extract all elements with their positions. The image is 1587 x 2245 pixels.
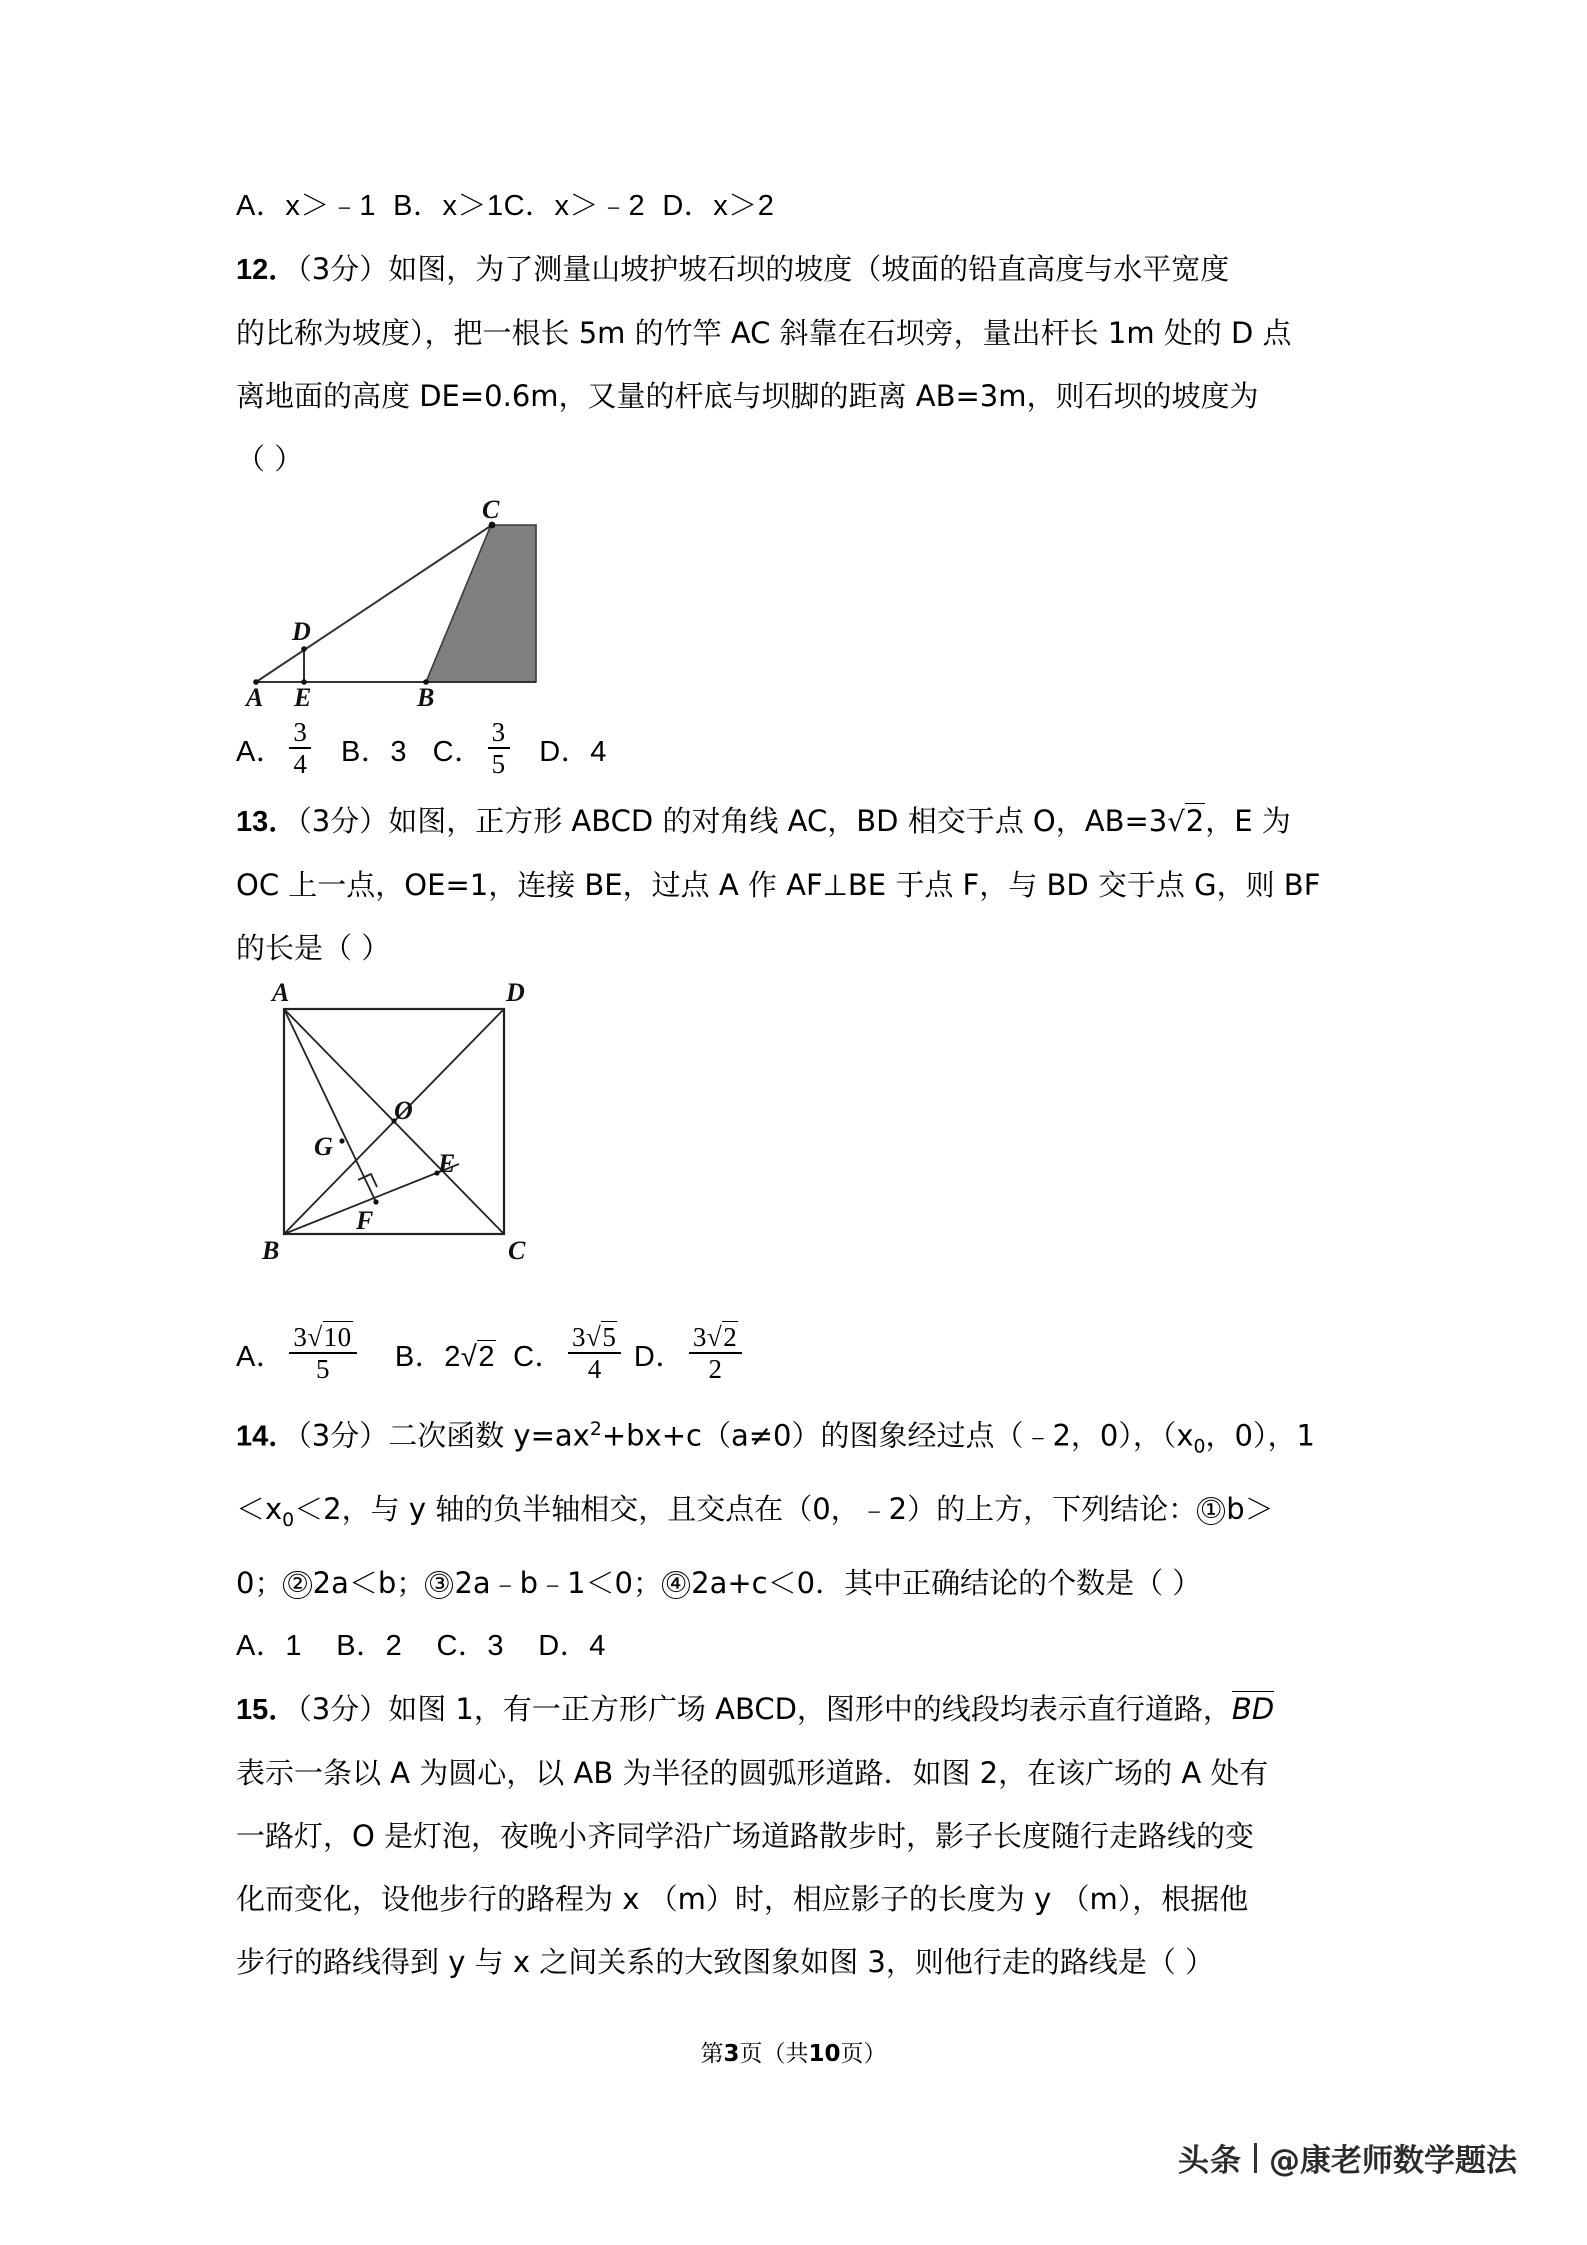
q13-label-F: F (356, 1206, 374, 1235)
q14-conclusion-marker-3: ③ (425, 1571, 453, 1599)
q11-option-c-value: x＞﹣2 (554, 190, 646, 222)
q12-number: 12． (236, 254, 298, 286)
q14-option-b-label: B． (336, 1630, 386, 1663)
q14-number: 14． (236, 1420, 298, 1453)
q13-text-1a: 如图，正方形 ABCD 的对角线 AC，BD 相交于点 O，AB=3 (388, 804, 1168, 838)
q13-score: （3分） (297, 804, 389, 838)
q14-text-3c: 2a﹣b﹣1＜0； (454, 1566, 662, 1601)
q12-option-c-label: C． (432, 736, 484, 768)
q12-label-A: A (246, 683, 264, 712)
q14-text-1a: 二次函数 y=ax (388, 1418, 590, 1453)
q12-option-a-fraction (289, 718, 311, 779)
q12-options-row (236, 714, 1356, 790)
dam-body-shape (426, 525, 536, 682)
q14-text-1c: ，0），1 (1205, 1418, 1315, 1453)
question-13-line-2 (236, 854, 1356, 917)
q13-label-G: G (314, 1132, 333, 1161)
q12-option-c-numerator: 3 (491, 716, 506, 747)
watermark-logo: 头条 (1178, 2143, 1242, 2179)
q14-option-d-value: 4 (589, 1630, 606, 1663)
q15-text-5: 步行的路线得到 y 与 x 之间关系的大致图象如图 3，则他行走的路线是（ ） (236, 1945, 1215, 1980)
q14-conclusion-marker-4: ④ (662, 1571, 690, 1599)
q13-option-a-coef: 3 (293, 1321, 308, 1352)
question-15-line-1 (236, 1678, 1356, 1742)
q11-option-b-label: B． (393, 190, 443, 222)
q13-option-c-coef: 3 (572, 1321, 587, 1352)
q14-text-3a: 0； (236, 1566, 284, 1601)
q12-option-a-label: A． (236, 736, 286, 768)
q13-option-a-fraction (289, 1323, 356, 1384)
q15-text-4: 化而变化，设他步行的路程为 x （m）时，相应影子的长度为 y （m），根据他 (236, 1882, 1249, 1917)
q12-label-D: D (292, 617, 311, 646)
q14-text-3b: 2a＜b； (312, 1566, 426, 1601)
q13-label-A: A (272, 978, 290, 1007)
question-15-line-3 (236, 1805, 1356, 1868)
footer-middle: 页（共 (739, 2041, 809, 2067)
q12-option-d-label: D． (539, 736, 591, 768)
q14-text-2c: b＞ (1226, 1492, 1274, 1527)
q12-figure-svg (236, 497, 666, 712)
footer-prefix: 第 (700, 2041, 724, 2067)
q15-score: （3分） (297, 1692, 389, 1727)
question-15-line-5 (236, 1931, 1356, 1994)
q13-label-O: O (394, 1096, 413, 1125)
watermark-divider (1254, 2143, 1257, 2173)
q14-subscript-1: 0 (1193, 1436, 1206, 1458)
watermark-author: @康老师数学题法 (1269, 2143, 1517, 2179)
q14-text-1b: +bx+c（a≠0）的图象经过点（﹣2，0），（x (601, 1418, 1194, 1453)
q12-text-2: 的比称为坡度），把一根长 5m 的竹竿 AC 斜靠在石坝旁，量出杆长 1m 处的 D 点 (236, 316, 1292, 350)
q13-options-row (236, 1316, 1356, 1398)
q15-arc-BD: BD (1231, 1692, 1275, 1727)
q13-option-a-denominator: 5 (316, 1354, 330, 1385)
point-F (373, 1199, 378, 1204)
question-15-line-2 (236, 1742, 1356, 1805)
footer-current-page: 3 (723, 2041, 740, 2067)
question-14-line-1 (236, 1398, 1356, 1478)
q11-option-c-label: C． (503, 190, 555, 222)
q11-option-a-label: A． (236, 190, 286, 222)
q15-text-2: 表示一条以 A 为圆心，以 AB 为半径的圆弧形道路．如图 2，在该广场的 A 处有 (236, 1756, 1269, 1791)
q13-figure (236, 978, 1356, 1314)
q12-figure (236, 497, 1356, 712)
q12-option-a-denominator: 4 (293, 749, 308, 780)
q13-option-d-label: D． (633, 1341, 685, 1373)
q13-number: 13． (236, 806, 298, 838)
q13-option-b-label: B． (394, 1341, 445, 1373)
question-13-line-1 (236, 790, 1356, 854)
q14-text-2b: ＜2，与 y 轴的负半轴相交，且交点在（0，﹣2）的上方，下列结论： (294, 1492, 1198, 1527)
q13-label-B: B (262, 1236, 280, 1265)
watermark (1178, 2135, 1517, 2180)
q12-option-a-numerator: 3 (293, 716, 308, 747)
q13-sqrt-2: √2 (1167, 804, 1205, 838)
question-14-line-2 (236, 1478, 1356, 1552)
q13-option-c-sqrt: √5 (586, 1321, 617, 1352)
question-12-line-4 (236, 428, 1356, 491)
q14-option-a-label: A． (236, 1630, 286, 1663)
question-12-line-1 (236, 238, 1356, 302)
q13-option-d-fraction (689, 1323, 742, 1384)
q13-text-1b: ，E 为 (1205, 804, 1291, 838)
q13-option-b-coef: 2 (444, 1341, 461, 1373)
q13-option-c-denominator: 4 (587, 1354, 602, 1385)
q13-option-a-radicand: 10 (323, 1321, 352, 1352)
q14-subscript-2: 0 (282, 1510, 295, 1532)
q13-option-b-radicand: 2 (478, 1341, 495, 1373)
page-footer (0, 2035, 1587, 2068)
q12-label-C: C (482, 495, 500, 524)
q13-option-c-label: C． (513, 1341, 565, 1373)
q13-option-d-coef: 3 (692, 1321, 707, 1352)
point-G (339, 1138, 344, 1143)
q13-label-D: D (506, 978, 525, 1007)
q14-option-a-value: 1 (285, 1630, 302, 1663)
q14-option-b-value: 2 (385, 1630, 403, 1663)
question-14-line-3 (236, 1552, 1356, 1615)
q12-text-3: 离地面的高度 DE=0.6m，又量的杆底与坝脚的距离 AB=3m，则石坝的坡度为 (236, 379, 1259, 413)
q12-label-E: E (294, 683, 312, 712)
q14-conclusion-marker-1: ① (1197, 1497, 1225, 1525)
q14-text-3d: 2a+c＜0．其中正确结论的个数是（ ） (691, 1566, 1202, 1601)
q13-option-b-sqrt: √2 (460, 1341, 495, 1373)
footer-suffix: 页） (840, 2041, 887, 2067)
q12-option-d-value: 4 (590, 736, 607, 768)
q11-option-d-label: D． (662, 190, 714, 222)
question-12-line-3 (236, 365, 1356, 428)
q13-option-c-radicand: 5 (602, 1321, 617, 1352)
q14-conclusion-marker-2: ② (283, 1571, 311, 1599)
q14-option-c-value: 3 (487, 1630, 505, 1663)
page-content (236, 175, 1356, 1994)
q12-option-c-fraction (488, 718, 510, 779)
q13-figure-svg (254, 984, 584, 1304)
q14-text-2a: ＜x (236, 1492, 283, 1527)
q13-option-d-denominator: 2 (708, 1354, 723, 1385)
q15-text-3: 一路灯，O 是灯泡，夜晚小齐同学沿广场道路散步时，影子长度随行走路线的变 (236, 1819, 1255, 1854)
q12-option-b-label: B． (341, 736, 391, 768)
q13-text-3: 的长是（ ） (236, 931, 391, 965)
q13-option-d-sqrt: √2 (706, 1321, 738, 1352)
q13-option-a-label: A． (236, 1341, 286, 1373)
q13-option-c-fraction (568, 1323, 621, 1384)
q12-text-1: 如图，为了测量山坡护坡石坝的坡度（坡面的铅直高度与水平宽度 (388, 252, 1230, 286)
q13-label-E: E (438, 1149, 456, 1178)
q14-exponent: 2 (589, 1419, 602, 1440)
q12-option-c-denominator: 5 (491, 749, 506, 780)
q12-label-B: B (417, 683, 435, 712)
point-D (301, 646, 307, 652)
q11-option-a-value: x＞﹣1 (285, 190, 376, 222)
q15-text-1: 如图 1，有一正方形广场 ABCD，图形中的线段均表示直行道路， (388, 1692, 1232, 1727)
q14-option-d-label: D． (538, 1630, 590, 1663)
question-15-line-4 (236, 1868, 1356, 1931)
segment-AF (284, 1009, 376, 1202)
q13-radicand: 2 (1185, 804, 1205, 838)
footer-total-pages: 10 (808, 2041, 841, 2067)
q11-option-d-value: x＞2 (713, 190, 775, 222)
q13-text-2: OC 上一点，OE=1，连接 BE，过点 A 作 AF⊥BE 于点 F，与 BD 交于点 G，则 BF (236, 868, 1321, 902)
q12-text-4: （ ） (236, 442, 304, 476)
q14-score: （3分） (297, 1418, 389, 1453)
q13-option-d-radicand: 2 (723, 1321, 738, 1352)
q12-option-b-value: 3 (390, 736, 407, 768)
q15-number: 15． (236, 1694, 298, 1727)
q11-option-b-value: x＞1 (442, 190, 504, 222)
q13-option-a-sqrt: √10 (307, 1321, 352, 1352)
q11-options-row (236, 175, 1356, 238)
q14-option-c-label: C． (436, 1630, 488, 1663)
question-12-line-2 (236, 302, 1356, 365)
question-13-line-3 (236, 917, 1356, 980)
q12-score: （3分） (297, 252, 389, 286)
q14-options-row (236, 1615, 1356, 1678)
q13-label-C: C (508, 1236, 526, 1265)
